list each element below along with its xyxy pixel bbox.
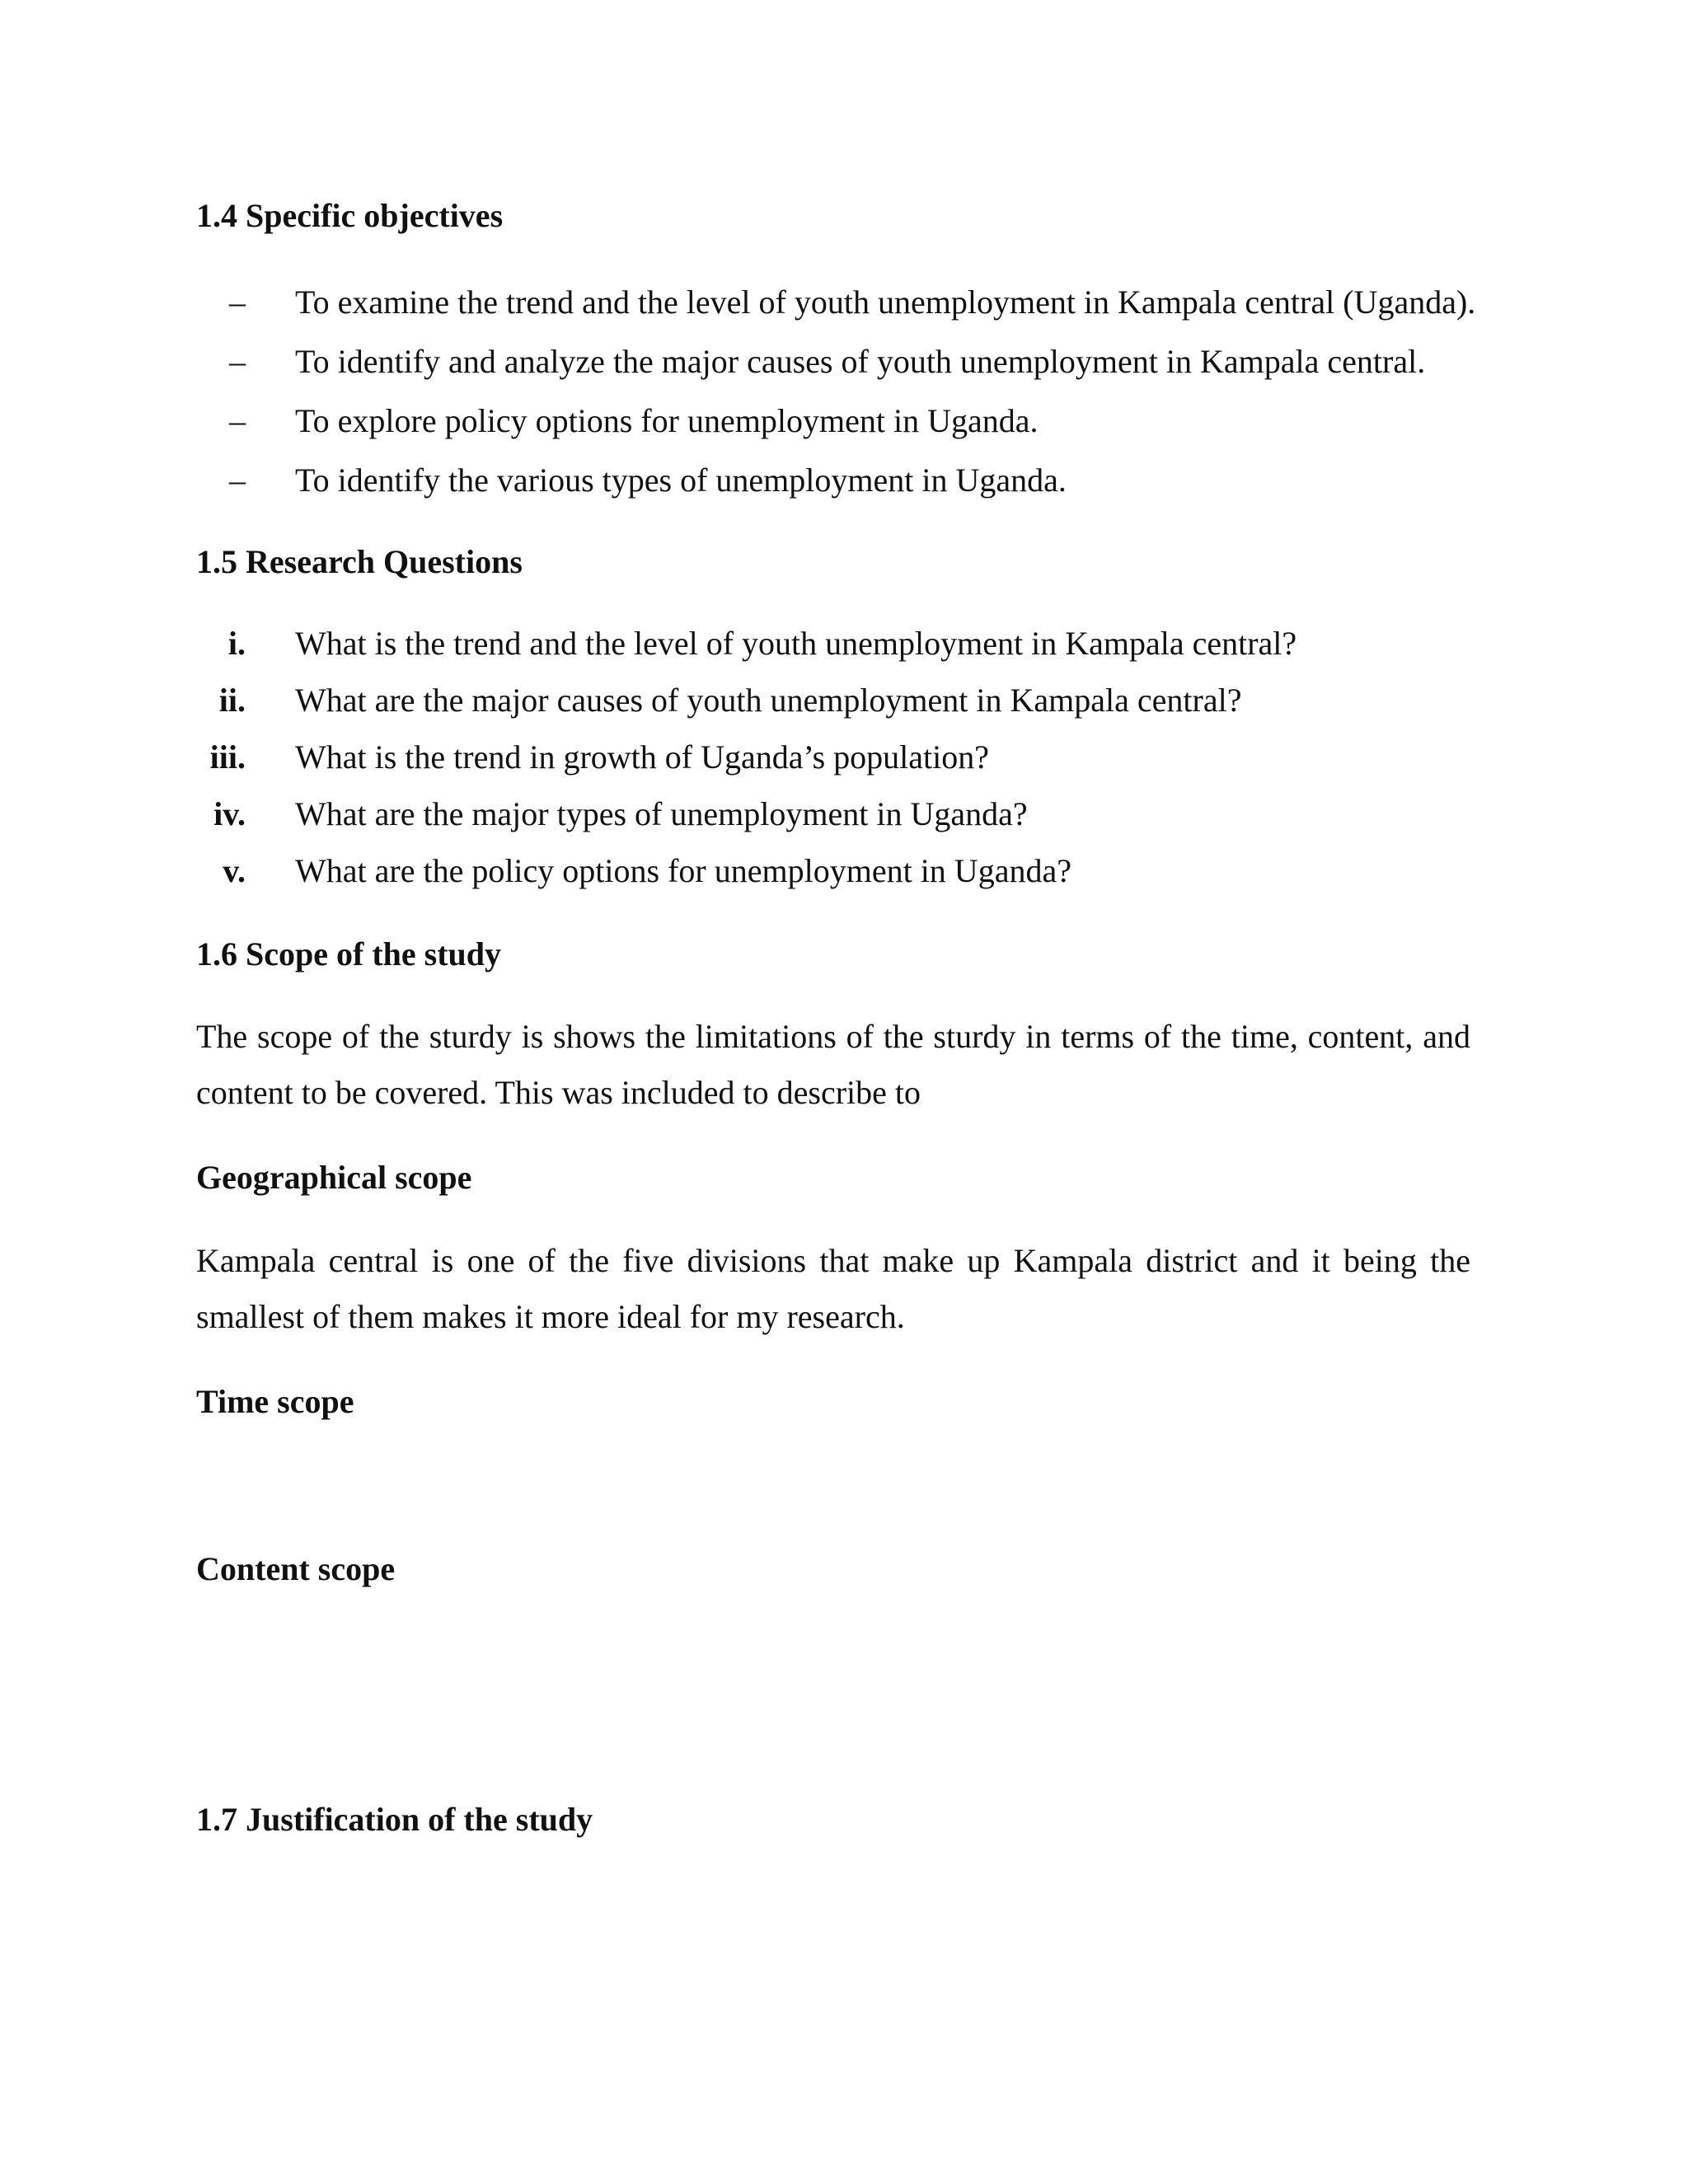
dash-bullet: – <box>229 284 246 321</box>
question-item <box>196 624 1515 663</box>
objective-text: To identify and analyze the major causes of youth unemployment in Kampala central. <box>295 343 1426 380</box>
objective-text: To explore policy options for unemployment in Uganda. <box>295 402 1039 439</box>
question-text: What are the major types of unemployment in Uganda? <box>295 795 1028 832</box>
roman-numeral: i. <box>227 625 246 662</box>
scope-intro-paragraph: The scope of the sturdy is shows the limitations of the sturdy in terms of the time, content, and content to be covered. This was included to describe to <box>196 1018 1470 1111</box>
question-text: What are the policy options for unemployment in Uganda? <box>295 852 1071 889</box>
question-item <box>196 681 1515 720</box>
objective-item <box>196 283 1515 322</box>
dash-bullet: – <box>229 402 246 439</box>
question-text: What is the trend in growth of Uganda’s population? <box>295 738 990 776</box>
question-item <box>196 851 1515 891</box>
roman-numeral: iv. <box>213 795 246 832</box>
objective-text: To identify the various types of unemployment in Uganda. <box>295 462 1067 499</box>
subheading-content-scope: Content scope <box>196 1550 396 1587</box>
roman-numeral: v. <box>223 852 246 889</box>
objective-item <box>196 401 1515 441</box>
section-heading-objectives: 1.4 Specific objectives <box>196 197 504 234</box>
section-heading-research-questions: 1.5 Research Questions <box>196 543 523 580</box>
objective-item <box>196 342 1515 382</box>
dash-bullet: – <box>229 462 246 499</box>
section-heading-scope: 1.6 Scope of the study <box>196 935 502 972</box>
objective-text: To examine the trend and the level of youth unemployment in Kampala central (Uganda). <box>295 284 1476 321</box>
roman-numeral: iii. <box>209 738 246 776</box>
objective-item <box>196 461 1515 500</box>
subheading-geographical-scope: Geographical scope <box>196 1159 472 1196</box>
section-heading-justification: 1.7 Justification of the study <box>196 1801 593 1838</box>
dash-bullet: – <box>229 343 246 380</box>
subheading-time-scope: Time scope <box>196 1383 354 1420</box>
roman-numeral: ii. <box>218 682 246 719</box>
question-item <box>196 738 1515 777</box>
question-text: What are the major causes of youth unemployment in Kampala central? <box>295 682 1242 719</box>
question-item <box>196 794 1515 834</box>
geographical-scope-paragraph: Kampala central is one of the five divisions that make up Kampala district and it being the smallest of them makes it more ideal for my research. <box>196 1242 1470 1335</box>
question-text: What is the trend and the level of youth unemployment in Kampala central? <box>295 625 1297 662</box>
